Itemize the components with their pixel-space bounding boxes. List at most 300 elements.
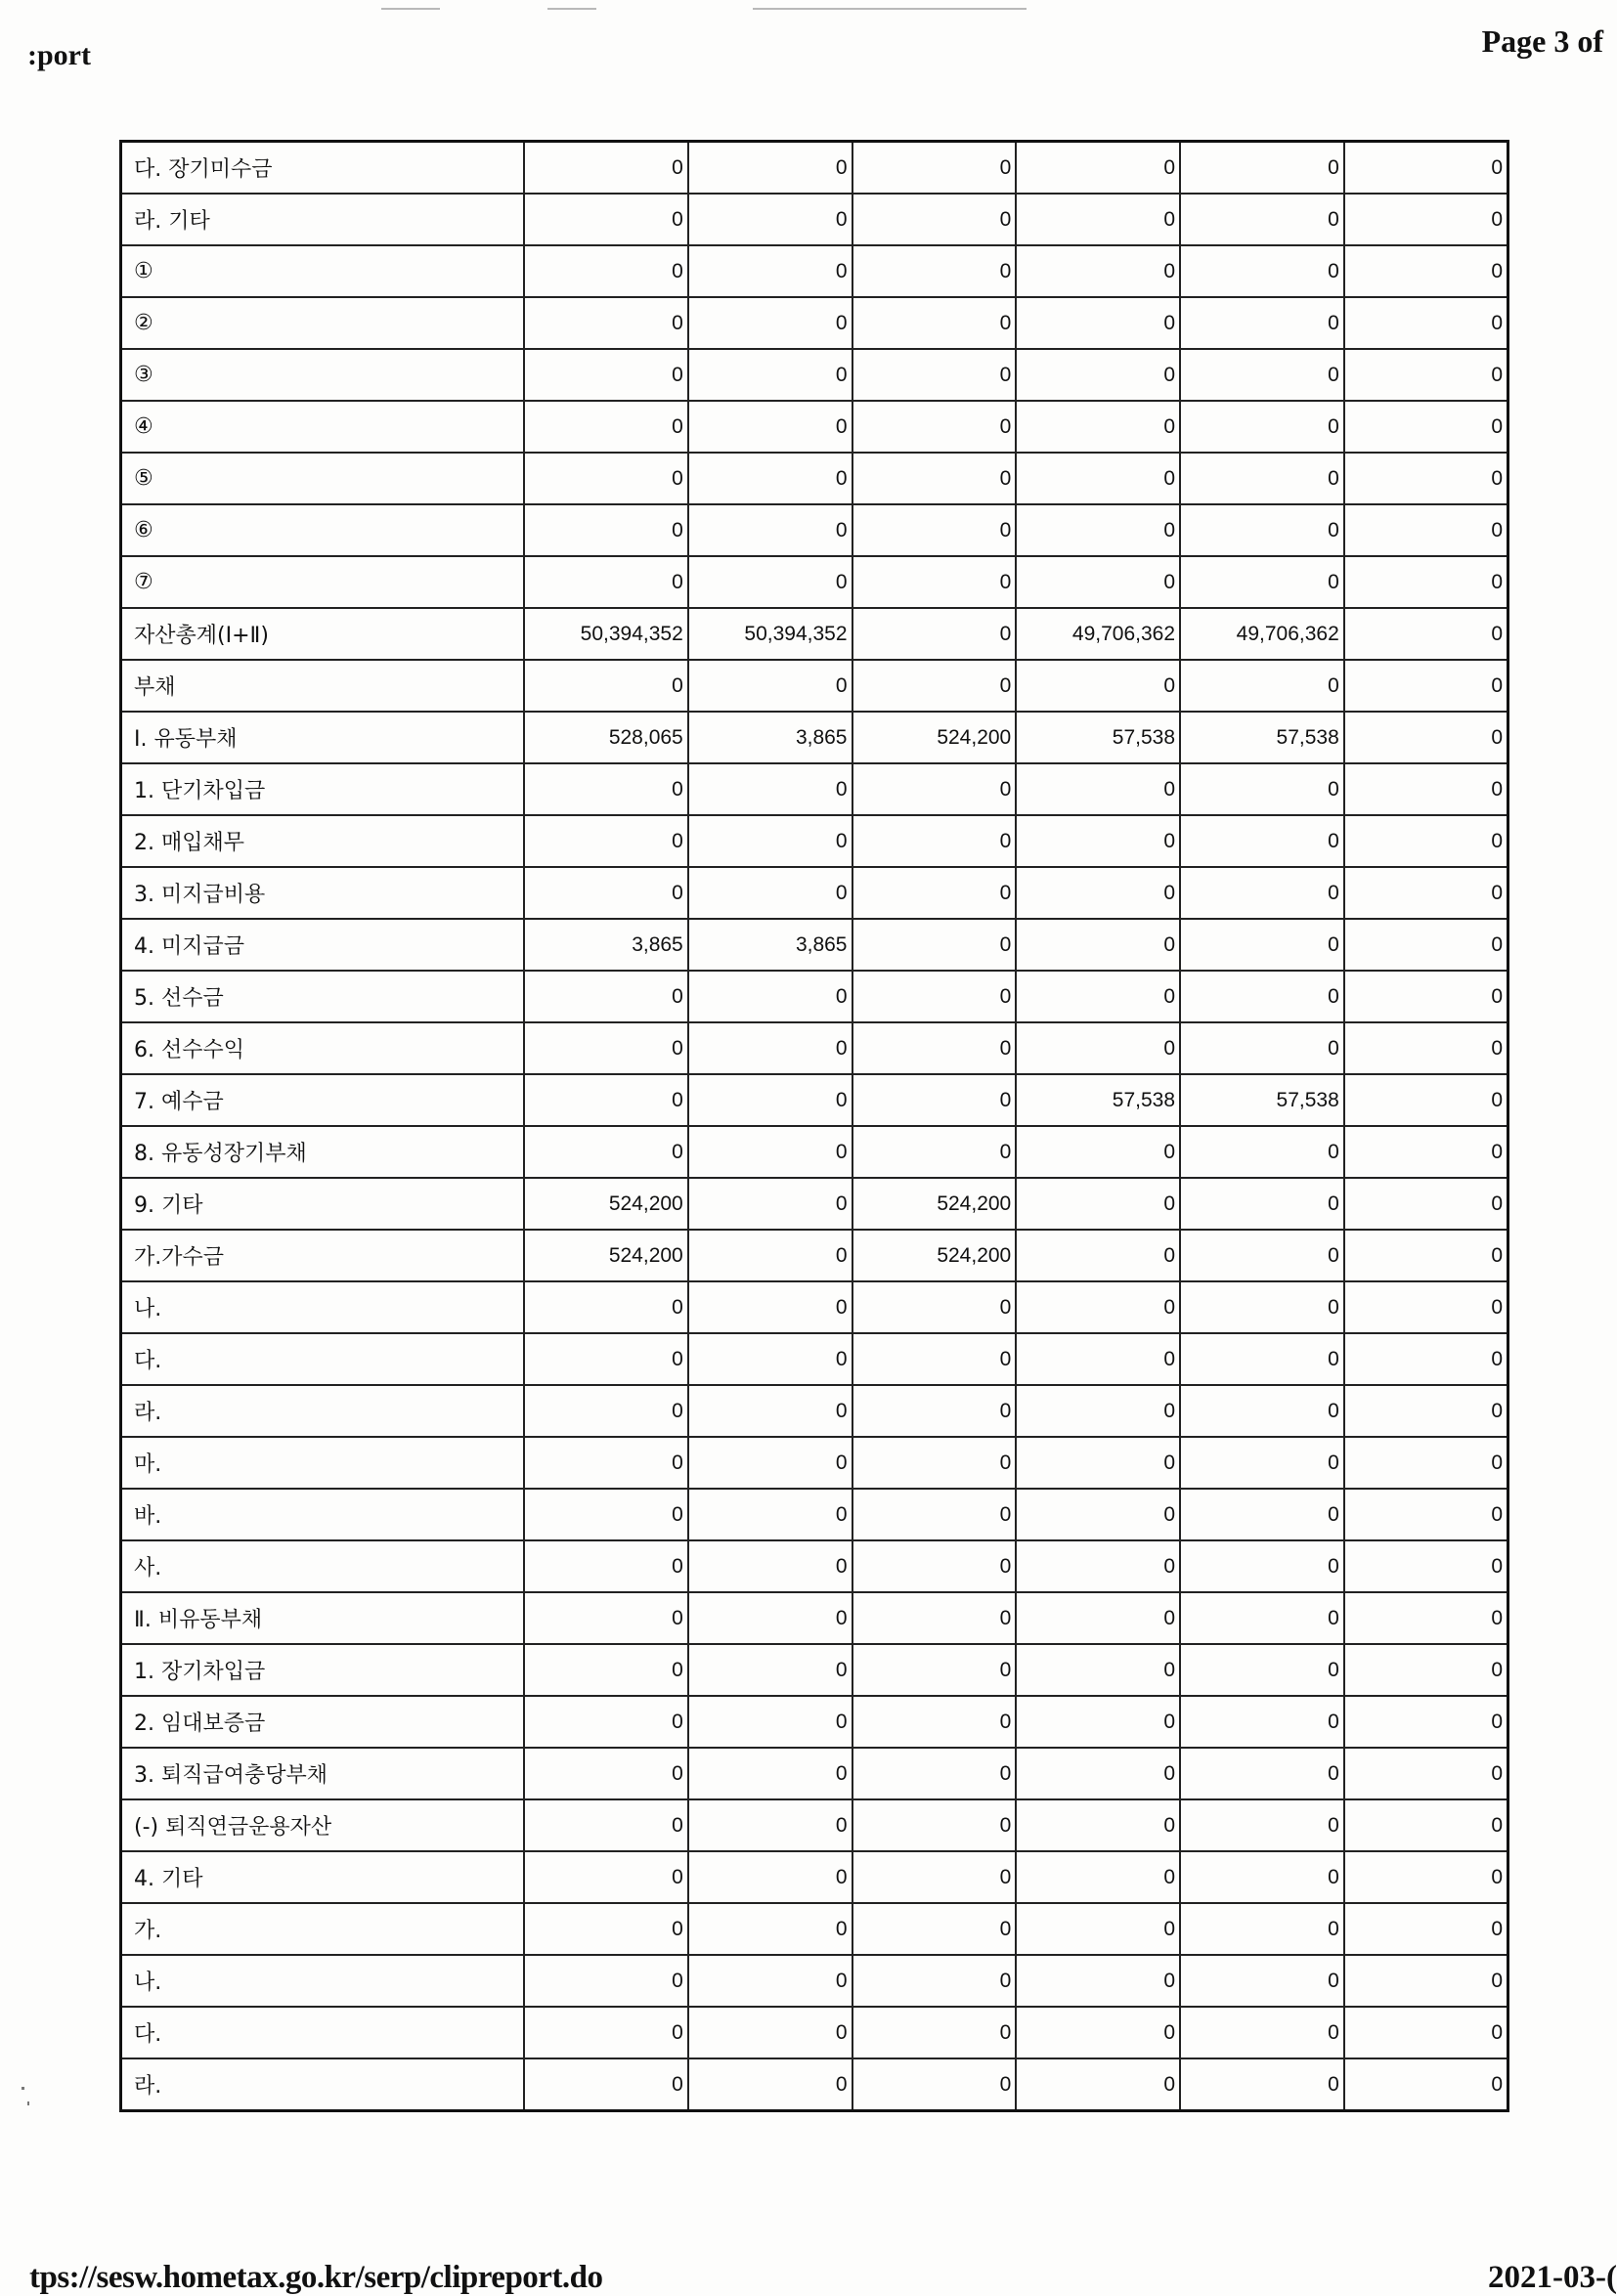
value-cell: 0 — [852, 2058, 1017, 2111]
value-cell: 0 — [852, 453, 1017, 504]
value-cell: 0 — [1180, 401, 1344, 453]
value-cell: 0 — [1016, 867, 1180, 919]
page-number: Page 3 of — [1481, 23, 1603, 59]
value-cell: 0 — [1344, 867, 1508, 919]
value-cell: 0 — [524, 453, 688, 504]
row-label: 5. 선수금 — [121, 971, 525, 1022]
table-row — [121, 1696, 1508, 1748]
value-cell: 0 — [1344, 401, 1508, 453]
value-cell: 0 — [1180, 1696, 1344, 1748]
value-cell: 0 — [1344, 194, 1508, 245]
value-cell: 0 — [852, 401, 1017, 453]
value-cell: 0 — [524, 349, 688, 401]
row-label: 라. 기타 — [121, 194, 525, 245]
value-cell: 0 — [1344, 2058, 1508, 2111]
value-cell: 0 — [688, 194, 852, 245]
value-cell: 0 — [1344, 660, 1508, 712]
value-cell: 0 — [852, 1074, 1017, 1126]
value-cell: 0 — [524, 660, 688, 712]
value-cell: 528,065 — [524, 712, 688, 763]
table-row — [121, 1074, 1508, 1126]
value-cell: 0 — [1180, 1178, 1344, 1230]
value-cell: 0 — [688, 142, 852, 195]
scan-artifact — [381, 8, 440, 10]
value-cell: 0 — [524, 1385, 688, 1437]
value-cell: 0 — [1344, 815, 1508, 867]
value-cell: 0 — [1016, 1540, 1180, 1592]
value-cell: 0 — [688, 1178, 852, 1230]
table-row — [121, 1903, 1508, 1955]
value-cell: 0 — [1344, 1955, 1508, 2007]
value-cell: 0 — [1344, 556, 1508, 608]
value-cell: 0 — [1344, 453, 1508, 504]
value-cell: 0 — [524, 1903, 688, 1955]
table-row — [121, 504, 1508, 556]
value-cell: 0 — [688, 1230, 852, 1281]
value-cell: 0 — [1180, 919, 1344, 971]
value-cell: 0 — [1180, 2058, 1344, 2111]
row-label: 부채 — [121, 660, 525, 712]
footer-url[interactable]: tps://sesw.hometax.go.kr/serp/clipreport.do — [29, 2260, 603, 2295]
value-cell: 0 — [1344, 1489, 1508, 1540]
value-cell: 0 — [1016, 504, 1180, 556]
value-cell: 0 — [1180, 1851, 1344, 1903]
value-cell: 0 — [852, 1644, 1017, 1696]
value-cell: 0 — [1344, 1696, 1508, 1748]
value-cell: 0 — [852, 1851, 1017, 1903]
table-row — [121, 556, 1508, 608]
value-cell: 0 — [688, 971, 852, 1022]
row-label: 다. — [121, 2007, 525, 2058]
value-cell: 0 — [524, 815, 688, 867]
value-cell: 0 — [1016, 919, 1180, 971]
value-cell: 0 — [1180, 297, 1344, 349]
value-cell: 0 — [1344, 1851, 1508, 1903]
value-cell: 0 — [1016, 971, 1180, 1022]
value-cell: 0 — [852, 660, 1017, 712]
value-cell: 0 — [524, 1592, 688, 1644]
value-cell: 0 — [1180, 1437, 1344, 1489]
value-cell: 0 — [524, 194, 688, 245]
value-cell: 0 — [852, 297, 1017, 349]
value-cell: 0 — [1180, 1955, 1344, 2007]
value-cell: 0 — [1016, 194, 1180, 245]
value-cell: 0 — [524, 401, 688, 453]
value-cell: 0 — [1344, 919, 1508, 971]
value-cell: 0 — [1344, 2007, 1508, 2058]
value-cell: 0 — [852, 1489, 1017, 1540]
value-cell: 0 — [1016, 1851, 1180, 1903]
row-label: ④ — [121, 401, 525, 453]
value-cell: 524,200 — [524, 1230, 688, 1281]
value-cell: 0 — [1016, 1644, 1180, 1696]
value-cell: 0 — [524, 763, 688, 815]
value-cell: 0 — [1016, 1385, 1180, 1437]
value-cell: 0 — [852, 1126, 1017, 1178]
table-row — [121, 2058, 1508, 2111]
value-cell: 0 — [1344, 1333, 1508, 1385]
value-cell: 0 — [1016, 1489, 1180, 1540]
value-cell: 0 — [688, 815, 852, 867]
value-cell: 0 — [688, 1748, 852, 1799]
table-row — [121, 867, 1508, 919]
table-row — [121, 297, 1508, 349]
table-row — [121, 1799, 1508, 1851]
table-row — [121, 971, 1508, 1022]
value-cell: 0 — [1344, 1644, 1508, 1696]
value-cell: 0 — [524, 2058, 688, 2111]
value-cell: 0 — [1180, 763, 1344, 815]
table-row — [121, 349, 1508, 401]
value-cell: 0 — [852, 1333, 1017, 1385]
value-cell: 0 — [524, 1022, 688, 1074]
value-cell: 0 — [688, 1696, 852, 1748]
value-cell: 0 — [1016, 660, 1180, 712]
value-cell: 0 — [1344, 245, 1508, 297]
value-cell: 0 — [1180, 1022, 1344, 1074]
value-cell: 0 — [688, 1592, 852, 1644]
value-cell: 0 — [852, 1437, 1017, 1489]
row-label: 다. — [121, 1333, 525, 1385]
value-cell: 0 — [1344, 608, 1508, 660]
value-cell: 50,394,352 — [524, 608, 688, 660]
row-label: 라. — [121, 2058, 525, 2111]
value-cell: 0 — [1180, 867, 1344, 919]
value-cell: 0 — [1344, 1281, 1508, 1333]
value-cell: 0 — [852, 1955, 1017, 2007]
value-cell: 0 — [688, 2058, 852, 2111]
value-cell: 0 — [1180, 1592, 1344, 1644]
row-label: 라. — [121, 1385, 525, 1437]
value-cell: 0 — [524, 867, 688, 919]
value-cell: 0 — [852, 1696, 1017, 1748]
value-cell: 0 — [524, 1074, 688, 1126]
value-cell: 0 — [852, 1799, 1017, 1851]
value-cell: 0 — [1180, 971, 1344, 1022]
table-row — [121, 1385, 1508, 1437]
value-cell: 0 — [1016, 453, 1180, 504]
value-cell: 0 — [1344, 1022, 1508, 1074]
value-cell: 0 — [1344, 1748, 1508, 1799]
row-label: ⑤ — [121, 453, 525, 504]
value-cell: 0 — [688, 349, 852, 401]
row-label: ⑥ — [121, 504, 525, 556]
value-cell: 0 — [524, 1126, 688, 1178]
value-cell: 0 — [688, 1799, 852, 1851]
value-cell: 3,865 — [688, 712, 852, 763]
value-cell: 0 — [1016, 1592, 1180, 1644]
value-cell: 0 — [1344, 1592, 1508, 1644]
value-cell: 0 — [852, 608, 1017, 660]
row-label: 6. 선수수익 — [121, 1022, 525, 1074]
value-cell: 0 — [524, 1955, 688, 2007]
row-label: 3. 미지급비용 — [121, 867, 525, 919]
value-cell: 0 — [688, 1074, 852, 1126]
row-label: 다. 장기미수금 — [121, 142, 525, 195]
value-cell: 0 — [1344, 297, 1508, 349]
row-label: 2. 매입채무 — [121, 815, 525, 867]
table-row — [121, 1540, 1508, 1592]
value-cell: 0 — [688, 1437, 852, 1489]
value-cell: 0 — [524, 1333, 688, 1385]
table-row — [121, 1178, 1508, 1230]
value-cell: 0 — [1180, 349, 1344, 401]
table-row — [121, 1851, 1508, 1903]
row-label: 사. — [121, 1540, 525, 1592]
value-cell: 0 — [524, 1851, 688, 1903]
value-cell: 0 — [524, 1748, 688, 1799]
row-label: ① — [121, 245, 525, 297]
value-cell: 0 — [1016, 1126, 1180, 1178]
footer-date: 2021-03-( — [1488, 2260, 1617, 2295]
row-label: 1. 단기차입금 — [121, 763, 525, 815]
value-cell: 0 — [688, 1022, 852, 1074]
value-cell: 0 — [688, 453, 852, 504]
value-cell: 0 — [1016, 2007, 1180, 2058]
value-cell: 0 — [852, 919, 1017, 971]
table-row — [121, 1230, 1508, 1281]
value-cell: 0 — [1016, 1178, 1180, 1230]
value-cell: 0 — [1180, 1644, 1344, 1696]
table-row — [121, 1644, 1508, 1696]
header-left-text: :port — [27, 39, 91, 71]
value-cell: 0 — [524, 297, 688, 349]
scan-artifact — [27, 2101, 29, 2105]
value-cell: 0 — [524, 142, 688, 195]
value-cell: 0 — [1344, 1126, 1508, 1178]
value-cell: 0 — [1016, 763, 1180, 815]
table-row — [121, 1281, 1508, 1333]
row-label: Ⅱ. 비유동부채 — [121, 1592, 525, 1644]
value-cell: 0 — [852, 1385, 1017, 1437]
value-cell: 3,865 — [688, 919, 852, 971]
table-row — [121, 1333, 1508, 1385]
value-cell: 0 — [852, 867, 1017, 919]
table-row — [121, 919, 1508, 971]
value-cell: 0 — [1344, 763, 1508, 815]
value-cell: 0 — [1344, 349, 1508, 401]
table-row — [121, 815, 1508, 867]
value-cell: 0 — [1016, 1748, 1180, 1799]
value-cell: 0 — [1344, 1437, 1508, 1489]
value-cell: 0 — [688, 556, 852, 608]
value-cell: 0 — [688, 1126, 852, 1178]
value-cell: 0 — [688, 1281, 852, 1333]
value-cell: 0 — [1016, 1799, 1180, 1851]
value-cell: 0 — [1180, 1540, 1344, 1592]
value-cell: 0 — [1344, 1178, 1508, 1230]
value-cell: 0 — [1180, 2007, 1344, 2058]
value-cell: 0 — [1344, 1385, 1508, 1437]
value-cell: 0 — [1016, 1955, 1180, 2007]
value-cell: 0 — [524, 245, 688, 297]
value-cell: 0 — [524, 1696, 688, 1748]
table-row — [121, 1489, 1508, 1540]
value-cell: 0 — [1180, 660, 1344, 712]
value-cell: 0 — [852, 1022, 1017, 1074]
row-label: 4. 기타 — [121, 1851, 525, 1903]
scan-artifact — [547, 8, 596, 10]
value-cell: 0 — [688, 660, 852, 712]
row-label: ② — [121, 297, 525, 349]
value-cell: 0 — [688, 1540, 852, 1592]
table-row — [121, 142, 1508, 195]
row-label: 8. 유동성장기부채 — [121, 1126, 525, 1178]
row-label: 2. 임대보증금 — [121, 1696, 525, 1748]
row-label: 4. 미지급금 — [121, 919, 525, 971]
row-label: 바. — [121, 1489, 525, 1540]
value-cell: 0 — [688, 1489, 852, 1540]
row-label: 나. — [121, 1955, 525, 2007]
value-cell: 0 — [688, 1644, 852, 1696]
value-cell: 0 — [852, 1281, 1017, 1333]
table-row — [121, 712, 1508, 763]
table-row — [121, 453, 1508, 504]
value-cell: 0 — [852, 971, 1017, 1022]
value-cell: 57,538 — [1016, 712, 1180, 763]
value-cell: 0 — [1016, 1437, 1180, 1489]
value-cell: 0 — [852, 556, 1017, 608]
value-cell: 0 — [852, 194, 1017, 245]
value-cell: 0 — [688, 297, 852, 349]
value-cell: 0 — [524, 1437, 688, 1489]
value-cell: 57,538 — [1180, 1074, 1344, 1126]
value-cell: 0 — [852, 349, 1017, 401]
balance-sheet-table — [119, 140, 1509, 2112]
value-cell: 0 — [852, 1540, 1017, 1592]
value-cell: 524,200 — [852, 1178, 1017, 1230]
table-row — [121, 194, 1508, 245]
value-cell: 0 — [524, 2007, 688, 2058]
row-label: 나. — [121, 1281, 525, 1333]
value-cell: 0 — [1344, 142, 1508, 195]
value-cell: 0 — [1180, 453, 1344, 504]
table-row — [121, 1126, 1508, 1178]
table-row — [121, 1955, 1508, 2007]
value-cell: 0 — [1180, 245, 1344, 297]
value-cell: 0 — [1016, 556, 1180, 608]
value-cell: 0 — [1344, 1540, 1508, 1592]
value-cell: 0 — [1016, 1903, 1180, 1955]
value-cell: 0 — [852, 504, 1017, 556]
value-cell: 0 — [852, 1903, 1017, 1955]
value-cell: 0 — [1016, 2058, 1180, 2111]
scan-artifact — [22, 2087, 24, 2090]
value-cell: 0 — [1016, 142, 1180, 195]
value-cell: 0 — [1016, 1333, 1180, 1385]
value-cell: 0 — [852, 142, 1017, 195]
table-row — [121, 1437, 1508, 1489]
value-cell: 0 — [1180, 1230, 1344, 1281]
value-cell: 3,865 — [524, 919, 688, 971]
value-cell: 0 — [524, 1540, 688, 1592]
value-cell: 0 — [524, 1799, 688, 1851]
value-cell: 0 — [688, 504, 852, 556]
value-cell: 0 — [1344, 1074, 1508, 1126]
value-cell: 0 — [1344, 712, 1508, 763]
value-cell: 0 — [1180, 194, 1344, 245]
table-row — [121, 1592, 1508, 1644]
value-cell: 0 — [1016, 1230, 1180, 1281]
row-label: ③ — [121, 349, 525, 401]
value-cell: 57,538 — [1016, 1074, 1180, 1126]
value-cell: 0 — [1180, 1281, 1344, 1333]
value-cell: 0 — [1180, 815, 1344, 867]
value-cell: 0 — [1344, 1799, 1508, 1851]
value-cell: 0 — [852, 763, 1017, 815]
row-label: 7. 예수금 — [121, 1074, 525, 1126]
value-cell: 57,538 — [1180, 712, 1344, 763]
value-cell: 0 — [1016, 245, 1180, 297]
value-cell: 524,200 — [852, 712, 1017, 763]
scan-artifact — [753, 8, 1027, 10]
row-label: 마. — [121, 1437, 525, 1489]
value-cell: 0 — [852, 245, 1017, 297]
value-cell: 0 — [1344, 971, 1508, 1022]
value-cell: 0 — [688, 763, 852, 815]
table-row — [121, 1022, 1508, 1074]
value-cell: 0 — [852, 1592, 1017, 1644]
table-row — [121, 1748, 1508, 1799]
value-cell: 0 — [524, 504, 688, 556]
value-cell: 0 — [688, 2007, 852, 2058]
value-cell: 50,394,352 — [688, 608, 852, 660]
value-cell: 524,200 — [852, 1230, 1017, 1281]
value-cell: 0 — [688, 1955, 852, 2007]
value-cell: 0 — [688, 1385, 852, 1437]
value-cell: 0 — [688, 245, 852, 297]
value-cell: 0 — [852, 1748, 1017, 1799]
value-cell: 0 — [524, 971, 688, 1022]
value-cell: 0 — [1180, 1799, 1344, 1851]
table-row — [121, 245, 1508, 297]
table-row — [121, 763, 1508, 815]
value-cell: 0 — [524, 1644, 688, 1696]
table-row — [121, 401, 1508, 453]
value-cell: 0 — [1016, 1696, 1180, 1748]
row-label: Ⅰ. 유동부채 — [121, 712, 525, 763]
value-cell: 0 — [688, 1851, 852, 1903]
value-cell: 0 — [852, 815, 1017, 867]
table-body — [121, 142, 1508, 2111]
value-cell: 0 — [1180, 1748, 1344, 1799]
value-cell: 0 — [1344, 1230, 1508, 1281]
value-cell: 0 — [688, 1333, 852, 1385]
value-cell: 0 — [1344, 504, 1508, 556]
row-label: (-) 퇴직연금운용자산 — [121, 1799, 525, 1851]
value-cell: 0 — [1180, 1126, 1344, 1178]
value-cell: 0 — [1016, 1022, 1180, 1074]
value-cell: 0 — [688, 867, 852, 919]
row-label: 3. 퇴직급여충당부채 — [121, 1748, 525, 1799]
row-label: 가. — [121, 1903, 525, 1955]
row-label: 1. 장기차입금 — [121, 1644, 525, 1696]
value-cell: 0 — [1016, 349, 1180, 401]
row-label: 가.가수금 — [121, 1230, 525, 1281]
table-row — [121, 608, 1508, 660]
row-label: 자산총계(Ⅰ+Ⅱ) — [121, 608, 525, 660]
value-cell: 0 — [1016, 1281, 1180, 1333]
value-cell: 49,706,362 — [1180, 608, 1344, 660]
value-cell: 49,706,362 — [1016, 608, 1180, 660]
value-cell: 0 — [688, 401, 852, 453]
table-row — [121, 660, 1508, 712]
table-row — [121, 2007, 1508, 2058]
value-cell: 0 — [1180, 1903, 1344, 1955]
value-cell: 0 — [1180, 504, 1344, 556]
value-cell: 0 — [524, 1489, 688, 1540]
value-cell: 0 — [1180, 142, 1344, 195]
